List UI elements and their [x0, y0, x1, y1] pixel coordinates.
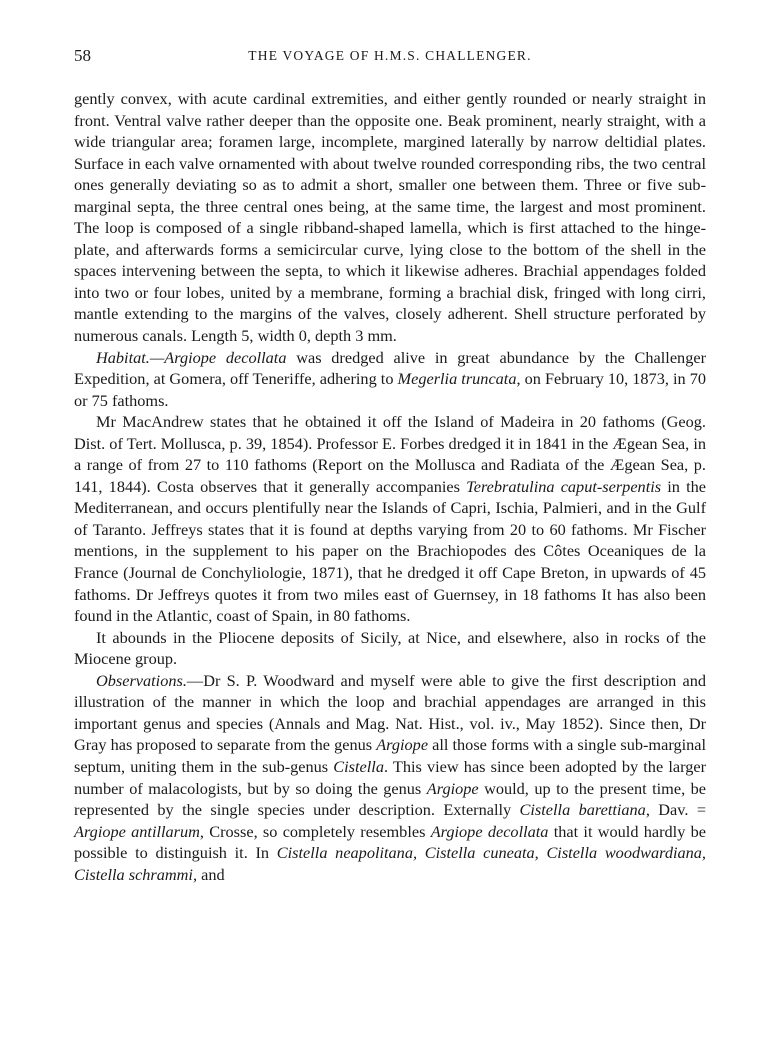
italic-text-run: Argiope antillarum — [74, 821, 200, 841]
text-run: would, up to the present time, be represented by the single species under description. Externally — [74, 778, 706, 820]
text-run: , Crosse, so completely resembles — [199, 821, 431, 841]
italic-text-run: Argiope — [376, 735, 429, 755]
italic-text-run: Argiope decollata — [430, 821, 549, 841]
italic-text-run: Terebratulina caput-serpentis — [466, 476, 662, 496]
paragraph-description — [74, 88, 706, 347]
text-run: gently convex, with acute cardinal extremities, and either gently rounded or nearly straight in front. Ventral valve rather deeper than the opposite one. Beak prominent, nearly straight, with a wide triangular area; foramen large, incomplete, margined laterally by narrow deltidial plates. Surface in each valve ornamented with about twelve rounded corresponding ribs, the two central ones generally deviating so as to admit a short, smaller one between them. Three or five sub-marginal septa, the three central ones being, at the same time, the largest and most prominent. The loop is composed of a single ribband-shaped lamella, which is first attached to the hinge-plate, and afterwards forms a semicircular curve, lying close to the bottom of the shell in the spaces intervening between the septa, to which it likewise adheres. Brachial appendages folded into two or four lobes, united by a membrane, forming a brachial disk, fringed with long cirri, mantle extending to the margins of the valves, closely adherent. Shell structure perforated by numerous canals. Length 5, width 0, depth 3 mm. — [74, 89, 706, 346]
italic-text-run: Observations. — [96, 670, 187, 690]
body-text — [74, 88, 706, 885]
italic-text-run: Cistella — [333, 756, 384, 776]
text-run: that it would hardly be possible to distinguish it. In — [74, 821, 706, 863]
paragraph-observations — [74, 670, 706, 885]
italic-text-run: Habitat.—Argiope decollata — [96, 347, 287, 367]
running-title: THE VOYAGE OF H.M.S. CHALLENGER. — [248, 48, 532, 63]
page-header — [74, 46, 706, 68]
text-run: was dredged alive in great abundance by the Challenger Expedition, at Gomera, off Teneriffe, adhering to — [74, 347, 706, 389]
italic-text-run: Argiope — [426, 778, 479, 798]
text-run: in the Mediterranean, and occurs plentifully near the Islands of Capri, Ischia, Palmieri, and in the Gulf of Taranto. Jeffreys states that it is found at depths varying from 20 to 60 fathoms. Mr Fischer mentions, in the supplement to his paper on the Brachiopodes des Côtes Oceaniques de la France (Journal de Conchyliologie, 1871), that he dredged it off Cape Breton, in upwards of 45 fathoms. Dr Jeffreys quotes it from two miles east of Guernsey, in 18 fathoms It has also been found in the Atlantic, coast of Spain, in 80 fathoms. — [74, 476, 706, 626]
paragraph-habitat — [74, 347, 706, 412]
italic-text-run: Cistella barettiana — [519, 800, 646, 820]
paragraph-fossil — [74, 627, 706, 670]
page-number: 58 — [74, 46, 91, 65]
text-run: , Dav. = — [645, 800, 707, 820]
italic-text-run: Cistella neapolitana, Cistella cuneata, Cistella woodwardiana, Cistella schrammi, — [74, 843, 706, 884]
text-run: , on February 10, 1873, in 70 or 75 fathoms. — [74, 369, 707, 410]
text-run: —Dr S. P. Woodward and myself were able to give the first description and illustration of the manner in which the loop and brachial appendages are arranged in this important genus and species (Annals and Mag. Nat. Hist., vol. iv., May 1852). Since then, Dr Gray has proposed to separate from the genus — [74, 670, 706, 755]
text-run: and — [197, 864, 225, 884]
italic-text-run: Megerlia truncata — [397, 369, 517, 389]
text-run: It abounds in the Pliocene deposits of Sicily, at Nice, and elsewhere, also in rocks of the Miocene group. — [74, 627, 706, 669]
text-run: all those forms with a single sub-marginal septum, uniting them in the sub-genus — [74, 735, 707, 776]
text-run: . This view has since been adopted by the larger number of malacologists, but by so doing the genus — [74, 756, 706, 798]
paragraph-distribution — [74, 411, 706, 626]
text-run: Mr MacAndrew states that he obtained it off the Island of Madeira in 20 fathoms (Geog. Dist. of Tert. Mollusca, p. 39, 1854). Professor E. Forbes dredged it in 1841 in the Ægean Sea, in a range of from 27 to 110 fathoms (Report on the Mollusca and Radiata of the Ægean Sea, p. 141, 1844). Costa observes that it generally accompanies — [74, 412, 706, 496]
